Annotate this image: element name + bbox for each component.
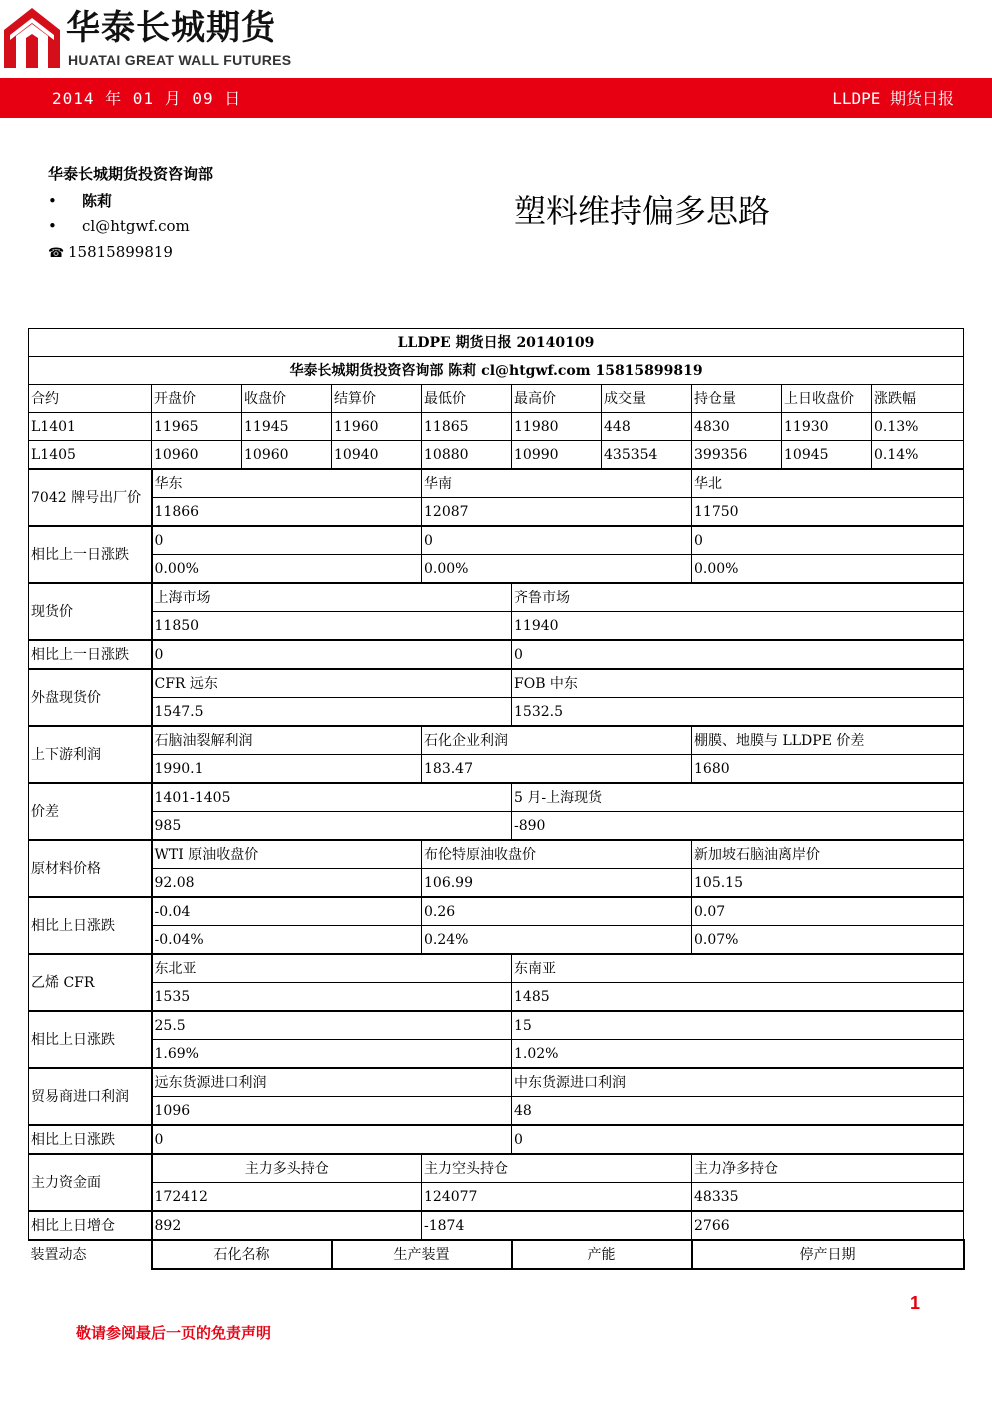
table-row [29, 640, 964, 669]
column-header: 开盘价 [152, 385, 242, 413]
page-number: 1 [910, 1293, 921, 1313]
table-row [29, 698, 964, 727]
table-row [29, 1097, 964, 1126]
table-cell: 12087 [422, 498, 692, 527]
table-cell: 0 [512, 1125, 964, 1154]
table-cell: 1535 [152, 983, 512, 1012]
table-cell: 产能 [512, 1240, 692, 1269]
table-cell: 华南 [422, 469, 692, 498]
table-row [29, 469, 964, 498]
table-row [29, 583, 964, 612]
table-cell: 5 月-上海现货 [512, 783, 964, 812]
column-header: 最低价 [422, 385, 512, 413]
table-cell: 0.14% [872, 441, 964, 470]
table-cell: 11960 [332, 413, 422, 441]
row-label: 外盘现货价 [29, 669, 152, 726]
table-row [29, 498, 964, 527]
table-cell: -0.04 [152, 897, 422, 926]
table-title-row [29, 329, 964, 357]
table-row [29, 1154, 964, 1183]
table-cell: 448 [602, 413, 692, 441]
table-cell: 10960 [242, 441, 332, 470]
table-row [29, 926, 964, 955]
table-row [29, 897, 964, 926]
table-cell: 1096 [152, 1097, 512, 1126]
table-row [29, 441, 964, 470]
table-cell: 0 [152, 1125, 512, 1154]
table-subtitle-row [29, 357, 964, 385]
table-cell: 10880 [422, 441, 512, 470]
column-header: 最高价 [512, 385, 602, 413]
lldpe-daily-table [28, 328, 965, 1270]
table-cell: 布伦特原油收盘价 [422, 840, 692, 869]
table-cell: 1.69% [152, 1040, 512, 1069]
table-cell: 15 [512, 1011, 964, 1040]
row-label: 装置动态 [29, 1240, 152, 1269]
row-label: 相比上日涨跌 [29, 1011, 152, 1068]
table-cell: 0.07% [692, 926, 964, 955]
table-cell: 生产装置 [332, 1240, 512, 1269]
table-cell: -890 [512, 812, 964, 841]
table-cell: 11865 [422, 413, 512, 441]
analyst-phone: 15815899819 [68, 243, 173, 261]
column-header: 结算价 [332, 385, 422, 413]
table-row [29, 1040, 964, 1069]
table-row [29, 1211, 964, 1240]
table-cell: 10960 [152, 441, 242, 470]
table-row [29, 1183, 964, 1212]
table-cell: 25.5 [152, 1011, 512, 1040]
table-row [29, 669, 964, 698]
table-cell: 92.08 [152, 869, 422, 898]
table-cell: 985 [152, 812, 512, 841]
table-cell: 105.15 [692, 869, 964, 898]
row-label: 价差 [29, 783, 152, 840]
row-label: 主力资金面 [29, 1154, 152, 1211]
table-cell: 0 [692, 526, 964, 555]
brand-name-cn: 华泰长城期货 [66, 8, 276, 48]
column-header: 合约 [29, 385, 152, 413]
phone-row [48, 243, 173, 261]
table-cell: 华东 [152, 469, 422, 498]
table-row [29, 526, 964, 555]
table-cell: 10945 [782, 441, 872, 470]
table-cell: 1547.5 [152, 698, 512, 727]
table-subtitle: 华泰长城期货投资咨询部 陈莉 cl@htgwf.com 15815899819 [29, 357, 964, 385]
table-row [29, 612, 964, 641]
table-cell: 主力净多持仓 [692, 1154, 964, 1183]
report-type: LLDPE 期货日报 [832, 89, 954, 108]
table-cell: 东北亚 [152, 954, 512, 983]
row-label: 相比上日涨跌 [29, 1125, 152, 1154]
table-cell: L1401 [29, 413, 152, 441]
table-cell: 0 [152, 640, 512, 669]
analyst-name: 陈莉 [82, 192, 113, 210]
table-cell: 0.24% [422, 926, 692, 955]
row-label: 相比上日涨跌 [29, 897, 152, 954]
table-cell: 0.00% [692, 555, 964, 584]
row-label: 相比上一日涨跌 [29, 526, 152, 583]
table-cell: FOB 中东 [512, 669, 964, 698]
table-row [29, 755, 964, 784]
headline: 塑料维持偏多思路 [514, 192, 771, 230]
table-cell: 石脑油裂解利润 [152, 726, 422, 755]
table-row [29, 1240, 964, 1269]
table-cell: 2766 [692, 1211, 964, 1240]
table-cell: 172412 [152, 1183, 422, 1212]
table-cell: 1532.5 [512, 698, 964, 727]
table-row [29, 840, 964, 869]
table-cell: 399356 [692, 441, 782, 470]
table-title: LLDPE 期货日报 20140109 [29, 329, 964, 357]
row-label: 相比上日增仓 [29, 1211, 152, 1240]
column-header: 涨跌幅 [872, 385, 964, 413]
table-cell: 892 [152, 1211, 422, 1240]
table-cell: 10990 [512, 441, 602, 470]
row-label: 相比上一日涨跌 [29, 640, 152, 669]
table-cell: 华北 [692, 469, 964, 498]
row-label: 原材料价格 [29, 840, 152, 897]
table-cell: 11980 [512, 413, 602, 441]
table-cell: 11940 [512, 612, 964, 641]
table-cell: 0 [422, 526, 692, 555]
column-header: 成交量 [602, 385, 692, 413]
table-cell: 新加坡石脑油离岸价 [692, 840, 964, 869]
table-cell: 1401-1405 [152, 783, 512, 812]
table-cell: 远东货源进口利润 [152, 1068, 512, 1097]
table-row [29, 413, 964, 441]
table-cell: 435354 [602, 441, 692, 470]
row-label: 贸易商进口利润 [29, 1068, 152, 1125]
row-label: 上下游利润 [29, 726, 152, 783]
table-row [29, 726, 964, 755]
table-cell: 11965 [152, 413, 242, 441]
table-cell: 石化企业利润 [422, 726, 692, 755]
table-row [29, 983, 964, 1012]
table-cell: 0.26 [422, 897, 692, 926]
table-cell: 0.00% [422, 555, 692, 584]
table-cell: 齐鲁市场 [512, 583, 964, 612]
table-row [29, 555, 964, 584]
table-cell: L1405 [29, 441, 152, 470]
table-cell: 0.00% [152, 555, 422, 584]
table-row [29, 812, 964, 841]
table-cell: 11930 [782, 413, 872, 441]
telephone-icon: ☎ [48, 246, 65, 261]
table-cell: 124077 [422, 1183, 692, 1212]
brand-name-en: HUATAI GREAT WALL FUTURES [68, 52, 292, 68]
table-cell: 中东货源进口利润 [512, 1068, 964, 1097]
table-cell: 11866 [152, 498, 422, 527]
table-cell: 11750 [692, 498, 964, 527]
table-cell: 11850 [152, 612, 512, 641]
table-cell: 48335 [692, 1183, 964, 1212]
table-row [29, 783, 964, 812]
column-header: 持仓量 [692, 385, 782, 413]
table-row [29, 869, 964, 898]
table-cell: 棚膜、地膜与 LLDPE 价差 [692, 726, 964, 755]
table-cell: 183.47 [422, 755, 692, 784]
table-cell: 停产日期 [692, 1240, 964, 1269]
table-cell: 1485 [512, 983, 964, 1012]
quote-header-row [29, 385, 964, 413]
table-cell: 主力空头持仓 [422, 1154, 692, 1183]
disclaimer-link[interactable]: 敬请参阅最后一页的免责声明 [76, 1324, 272, 1342]
report-date: 2014 年 01 月 09 日 [52, 89, 242, 108]
table-cell: 0.13% [872, 413, 964, 441]
table-row [29, 954, 964, 983]
row-label: 乙烯 CFR [29, 954, 152, 1011]
analyst-row [48, 190, 112, 211]
table-cell: -1874 [422, 1211, 692, 1240]
table-cell: CFR 远东 [152, 669, 512, 698]
table-cell: 48 [512, 1097, 964, 1126]
table-cell: 106.99 [422, 869, 692, 898]
column-header: 收盘价 [242, 385, 332, 413]
table-cell: 石化名称 [152, 1240, 332, 1269]
table-cell: 10940 [332, 441, 422, 470]
table-row [29, 1068, 964, 1097]
table-row [29, 1125, 964, 1154]
bullet-icon: • [48, 217, 57, 235]
table-cell: 上海市场 [152, 583, 512, 612]
table-cell: -0.04% [152, 926, 422, 955]
table-cell: 东南亚 [512, 954, 964, 983]
row-label: 7042 牌号出厂价 [29, 469, 152, 526]
column-header: 上日收盘价 [782, 385, 872, 413]
bullet-icon: • [48, 192, 57, 210]
department: 华泰长城期货投资咨询部 [48, 165, 214, 183]
table-row [29, 1011, 964, 1040]
row-label: 现货价 [29, 583, 152, 640]
table-cell: 0 [152, 526, 422, 555]
company-logo [4, 8, 60, 68]
table-cell: 0 [512, 640, 964, 669]
table-cell: 主力多头持仓 [152, 1154, 422, 1183]
table-cell: 1680 [692, 755, 964, 784]
table-cell: 4830 [692, 413, 782, 441]
table-cell: 1990.1 [152, 755, 422, 784]
email-row [48, 217, 190, 235]
analyst-email[interactable]: cl@htgwf.com [82, 217, 190, 235]
table-cell: 11945 [242, 413, 332, 441]
table-cell: WTI 原油收盘价 [152, 840, 422, 869]
table-cell: 0.07 [692, 897, 964, 926]
table-cell: 1.02% [512, 1040, 964, 1069]
